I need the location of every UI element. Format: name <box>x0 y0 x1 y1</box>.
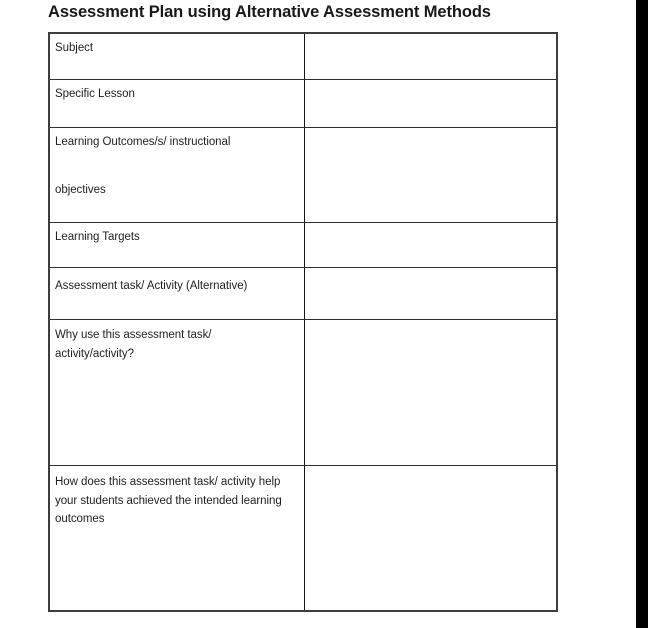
table-row-subject <box>50 34 556 80</box>
subject-label: Subject <box>55 42 94 54</box>
table-row-assessment-task <box>50 268 556 320</box>
learning-outcomes-label-line-1: Learning Outcomes/s/ instructional <box>55 136 231 148</box>
assessment-task-label-cell <box>50 268 305 319</box>
how-task-helps-label-line-1: How does this assessment task/ activity help <box>55 476 281 488</box>
how-task-helps-label-cell <box>50 466 305 610</box>
learning-outcomes-value-cell <box>305 128 557 222</box>
subject-value-cell <box>305 34 557 79</box>
screen-edge-black-bar <box>636 0 648 628</box>
page-title: Assessment Plan using Alternative Assessment Methods <box>48 3 491 21</box>
how-task-helps-value-cell <box>305 466 557 610</box>
learning-outcomes-label-cell <box>50 128 305 222</box>
assessment-plan-table <box>48 32 558 612</box>
table-row-learning-targets <box>50 223 556 268</box>
learning-targets-label: Learning Targets <box>55 231 140 243</box>
assessment-task-label: Assessment task/ Activity (Alternative) <box>55 280 248 292</box>
subject-label-cell <box>50 34 305 79</box>
why-use-task-label-line-2: activity/activity? <box>55 348 134 360</box>
specific-lesson-label-cell <box>50 80 305 127</box>
assessment-task-value-cell <box>305 268 557 319</box>
specific-lesson-label: Specific Lesson <box>55 88 135 100</box>
why-use-task-value-cell <box>305 320 557 465</box>
table-row-learning-outcomes <box>50 128 556 223</box>
how-task-helps-label-line-3: outcomes <box>55 513 105 525</box>
specific-lesson-value-cell <box>305 80 557 127</box>
why-use-task-label-cell <box>50 320 305 465</box>
learning-targets-value-cell <box>305 223 557 267</box>
table-row-specific-lesson <box>50 80 556 128</box>
table-row-why-use-task <box>50 320 556 466</box>
how-task-helps-label-line-2: your students achieved the intended learning <box>55 494 282 507</box>
learning-targets-label-cell <box>50 223 305 267</box>
learning-outcomes-label-line-2: objectives <box>55 184 106 196</box>
why-use-task-label-line-1: Why use this assessment task/ <box>55 329 212 341</box>
table-row-how-task-helps <box>50 466 556 610</box>
